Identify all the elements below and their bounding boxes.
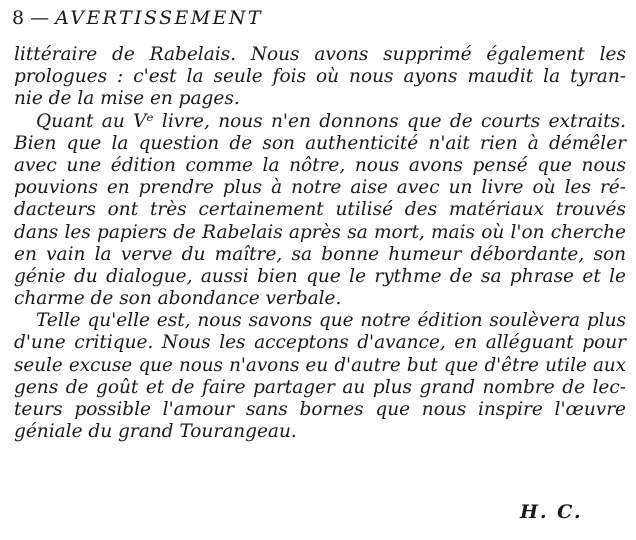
- signature: H. C.: [520, 501, 583, 523]
- paragraph-1: [14, 44, 626, 111]
- text-line: Bien que la question de son authenticité n'ait rien à démêler: [14, 132, 626, 154]
- text-line: nie de la mise en pages.: [14, 88, 240, 110]
- text-line: seule excuse que nous n'avons eu d'autre but que d'être utile aux: [14, 354, 626, 376]
- body-text: [14, 44, 626, 443]
- text-line: en vain la verve du maître, sa bonne humeur débordante, son: [14, 243, 626, 265]
- text-line: dans les papiers de Rabelais après sa mort, mais où l'on cherche: [14, 221, 626, 243]
- text-line: dacteurs ont très certainement utilisé des matériaux trouvés: [14, 199, 626, 221]
- paragraph-3: [14, 310, 626, 443]
- text-line: Quant au Vᵉ livre, nous n'en donnons que de courts extraits.: [36, 110, 626, 132]
- running-title: AVERTISSEMENT: [55, 7, 263, 29]
- text-line: charme de son abondance verbale.: [14, 288, 342, 310]
- text-line: Telle qu'elle est, nous savons que notre édition soulèvera plus: [36, 310, 626, 332]
- text-line: avec une édition comme la nôtre, nous avons pensé que nous: [14, 154, 626, 176]
- text-line: génie du dialogue, aussi bien que le rythme de sa phrase et le: [14, 265, 626, 287]
- text-line: géniale du grand Tourangeau.: [14, 421, 297, 443]
- running-header: [12, 6, 263, 30]
- text-line: prologues : c'est la seule fois où nous ayons maudit la tyran-: [14, 66, 626, 88]
- paragraph-2: [14, 111, 626, 311]
- text-line: pouvions en prendre plus à notre aise avec un livre où les ré-: [14, 177, 626, 199]
- page-number: 8: [12, 7, 25, 29]
- text-line: gens de goût et de faire partager au plus grand nombre de lec-: [14, 376, 626, 398]
- text-line: d'une critique. Nous les acceptons d'avance, en alléguant pour: [14, 332, 626, 354]
- text-line: littéraire de Rabelais. Nous avons supprimé également les: [14, 44, 626, 65]
- header-dash: —: [30, 7, 50, 29]
- text-line: teurs possible l'amour sans bornes que nous inspire l'œuvre: [14, 399, 626, 420]
